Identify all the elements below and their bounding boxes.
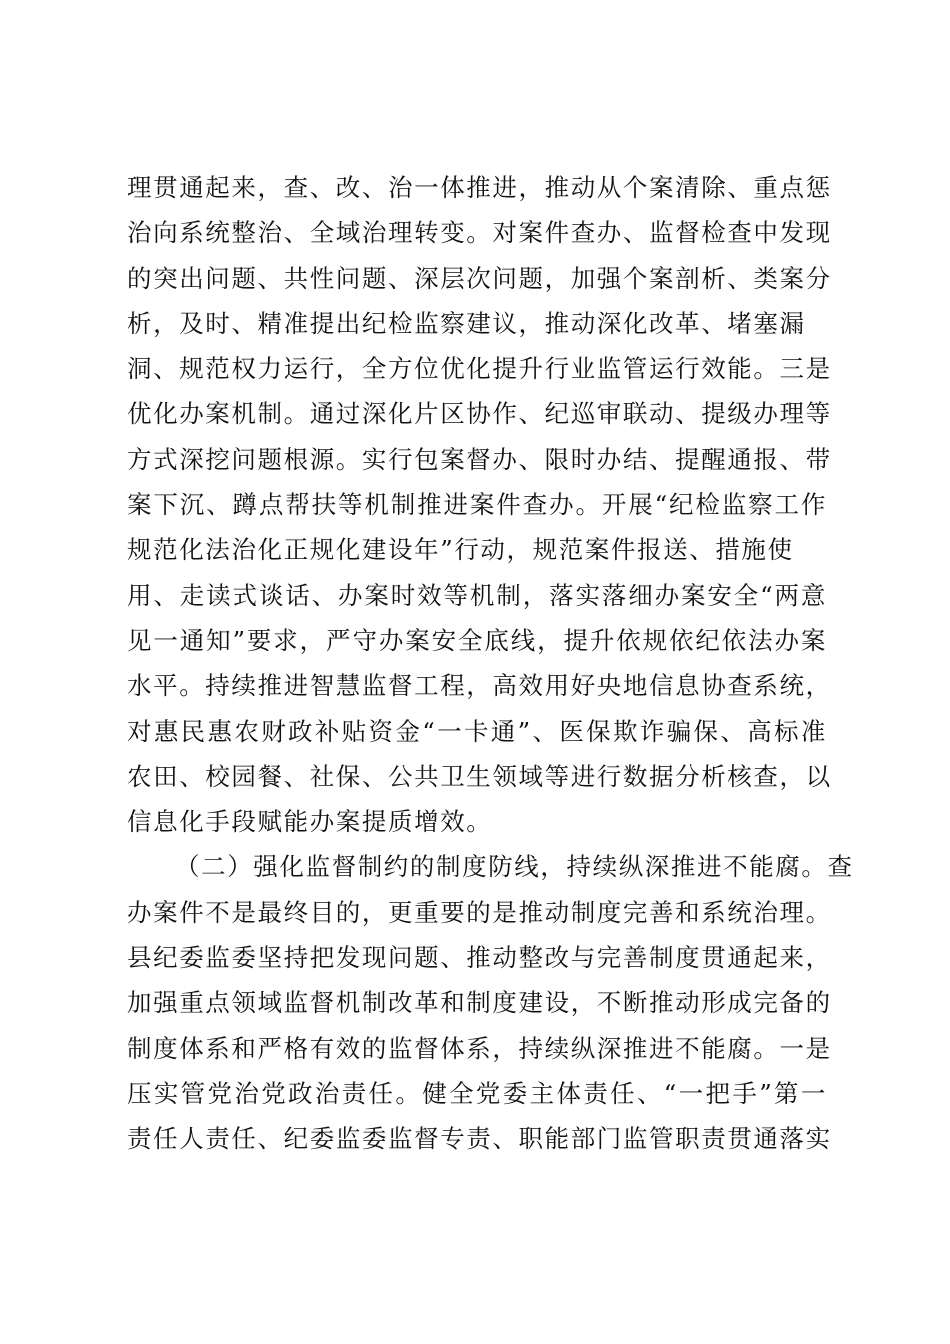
text-line: 洞、规范权力运行，全方位优化提升行业监管运行效能。三是 [127, 354, 832, 384]
text-line: 治向系统整治、全域治理转变。对案件查办、监督检查中发现 [127, 218, 832, 248]
text-line: 用、走读式谈话、办案时效等机制，落实落细办案安全“两意 [127, 580, 827, 610]
text-line: 案下沉、蹲点帮扶等机制推进案件查办。开展“纪检监察工作 [127, 490, 827, 520]
text-line: 制度体系和严格有效的监督体系，持续纵深推进不能腐。一是 [127, 1033, 832, 1063]
text-line: 优化办案机制。通过深化片区协作、纪巡审联动、提级办理等 [127, 399, 832, 429]
text-line: 农田、校园餐、社保、公共卫生领域等进行数据分析核查，以 [127, 761, 832, 791]
document-page [127, 165, 854, 1162]
text-line: 析，及时、精准提出纪检监察建议，推动深化改革、堵塞漏 [127, 308, 806, 338]
text-line: 见一通知”要求，严守办案安全底线，提升依规依纪依法办案 [127, 625, 827, 655]
text-line: 方式深挖问题根源。实行包案督办、限时办结、提醒通报、带 [127, 444, 832, 474]
text-line: 信息化手段赋能办案提质增效。 [127, 807, 493, 837]
text-line: 理贯通起来，查、改、治一体推进，推动从个案清除、重点惩 [127, 173, 832, 202]
text-line: 加强重点领域监督机制改革和制度建设，不断推动形成完备的 [127, 988, 832, 1018]
text-line: 对惠民惠农财政补贴资金“一卡通”、医保欺诈骗保、高标准 [127, 716, 827, 746]
text-line: 压实管党治党政治责任。健全党委主体责任、“一把手”第一 [127, 1078, 827, 1108]
text-line: 水平。持续推进智慧监督工程，高效用好央地信息协查系统， [127, 671, 832, 701]
section-heading-line: （二）强化监督制约的制度防线，持续纵深推进不能腐。查 [175, 852, 854, 882]
text-line: 办案件不是最终目的，更重要的是推动制度完善和系统治理。 [127, 897, 832, 927]
text-line: 的突出问题、共性问题、深层次问题，加强个案剖析、类案分 [127, 263, 832, 293]
text-line: 责任人责任、纪委监委监督专责、职能部门监管职责贯通落实 [127, 1124, 832, 1154]
text-line: 县纪委监委坚持把发现问题、推动整改与完善制度贯通起来， [127, 943, 832, 973]
text-line: 规范化法治化正规化建设年”行动，规范案件报送、措施使 [127, 535, 794, 565]
